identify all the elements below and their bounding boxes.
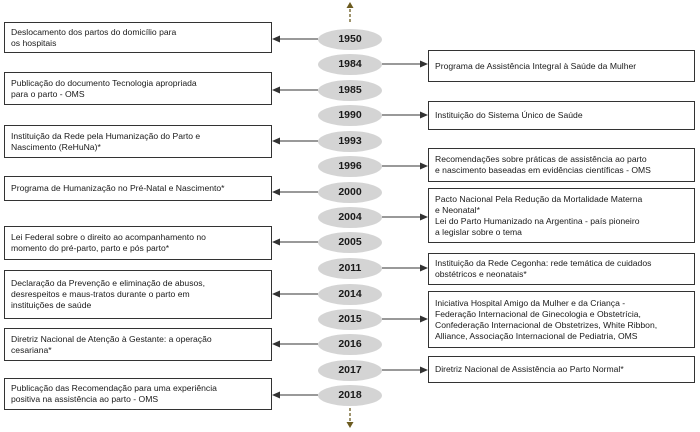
- year-node-2004: 2004: [318, 207, 382, 228]
- axis-arrow-bottom: [347, 422, 354, 428]
- event-box-right-2015: Iniciativa Hospital Amigo da Mulher e da Criança - Federação Internacional de Ginecologia e Obstetrícia, Confederação Internacional de Obstetrizes, White Ribbon, Alliance, Associação Internacional de Pediatria, OMS: [428, 291, 695, 348]
- year-node-2015: 2015: [318, 309, 382, 330]
- year-node-2017: 2017: [318, 360, 382, 381]
- event-box-left-2000: Programa de Humanização no Pré-Natal e Nascimento*: [4, 176, 272, 201]
- event-box-right-2017: Diretriz Nacional de Assistência ao Parto Normal*: [428, 356, 695, 383]
- year-node-1985: 1985: [318, 80, 382, 101]
- year-node-2011: 2011: [318, 258, 382, 279]
- year-node-1984: 1984: [318, 54, 382, 75]
- event-box-right-2004: Pacto Nacional Pela Redução da Mortalidade Materna e Neonatal* Lei do Parto Humanizado na Argentina - país pioneiro a legislar sobre o tema: [428, 188, 695, 243]
- event-box-right-1984: Programa de Assistência Integral à Saúde da Mulher: [428, 50, 695, 82]
- event-box-left-1993: Instituição da Rede pela Humanização do Parto e Nascimento (ReHuNa)*: [4, 125, 272, 158]
- year-node-1990: 1990: [318, 105, 382, 126]
- event-box-left-2014: Declaração da Prevenção e eliminação de abusos, desrespeitos e maus-tratos durante o parto em instituições de saúde: [4, 270, 272, 319]
- year-node-2000: 2000: [318, 182, 382, 203]
- event-box-left-2005: Lei Federal sobre o direito ao acompanhamento no momento do pré-parto, parto e pós parto*: [4, 226, 272, 260]
- event-box-right-1990: Instituição do Sistema Único de Saúde: [428, 101, 695, 130]
- event-box-left-2018: Publicação das Recomendação para uma experiência positiva na assistência ao parto - OMS: [4, 378, 272, 410]
- year-node-1996: 1996: [318, 156, 382, 177]
- event-box-right-2011: Instituição da Rede Cegonha: rede temática de cuidados obstétricos e neonatais*: [428, 253, 695, 285]
- year-node-2018: 2018: [318, 385, 382, 406]
- event-box-left-1950: Deslocamento dos partos do domicílio para os hospitais: [4, 22, 272, 53]
- event-box-right-1996: Recomendações sobre práticas de assistência ao parto e nascimento baseadas em evidências científicas - OMS: [428, 148, 695, 182]
- year-node-2016: 2016: [318, 334, 382, 355]
- event-box-left-2016: Diretriz Nacional de Atenção à Gestante: a operação cesariana*: [4, 328, 272, 361]
- year-node-1950: 1950: [318, 29, 382, 50]
- year-node-2014: 2014: [318, 284, 382, 305]
- year-node-1993: 1993: [318, 131, 382, 152]
- axis-arrow-top: [347, 2, 354, 8]
- event-box-left-1985: Publicação do documento Tecnologia apropriada para o parto - OMS: [4, 72, 272, 105]
- year-node-2005: 2005: [318, 232, 382, 253]
